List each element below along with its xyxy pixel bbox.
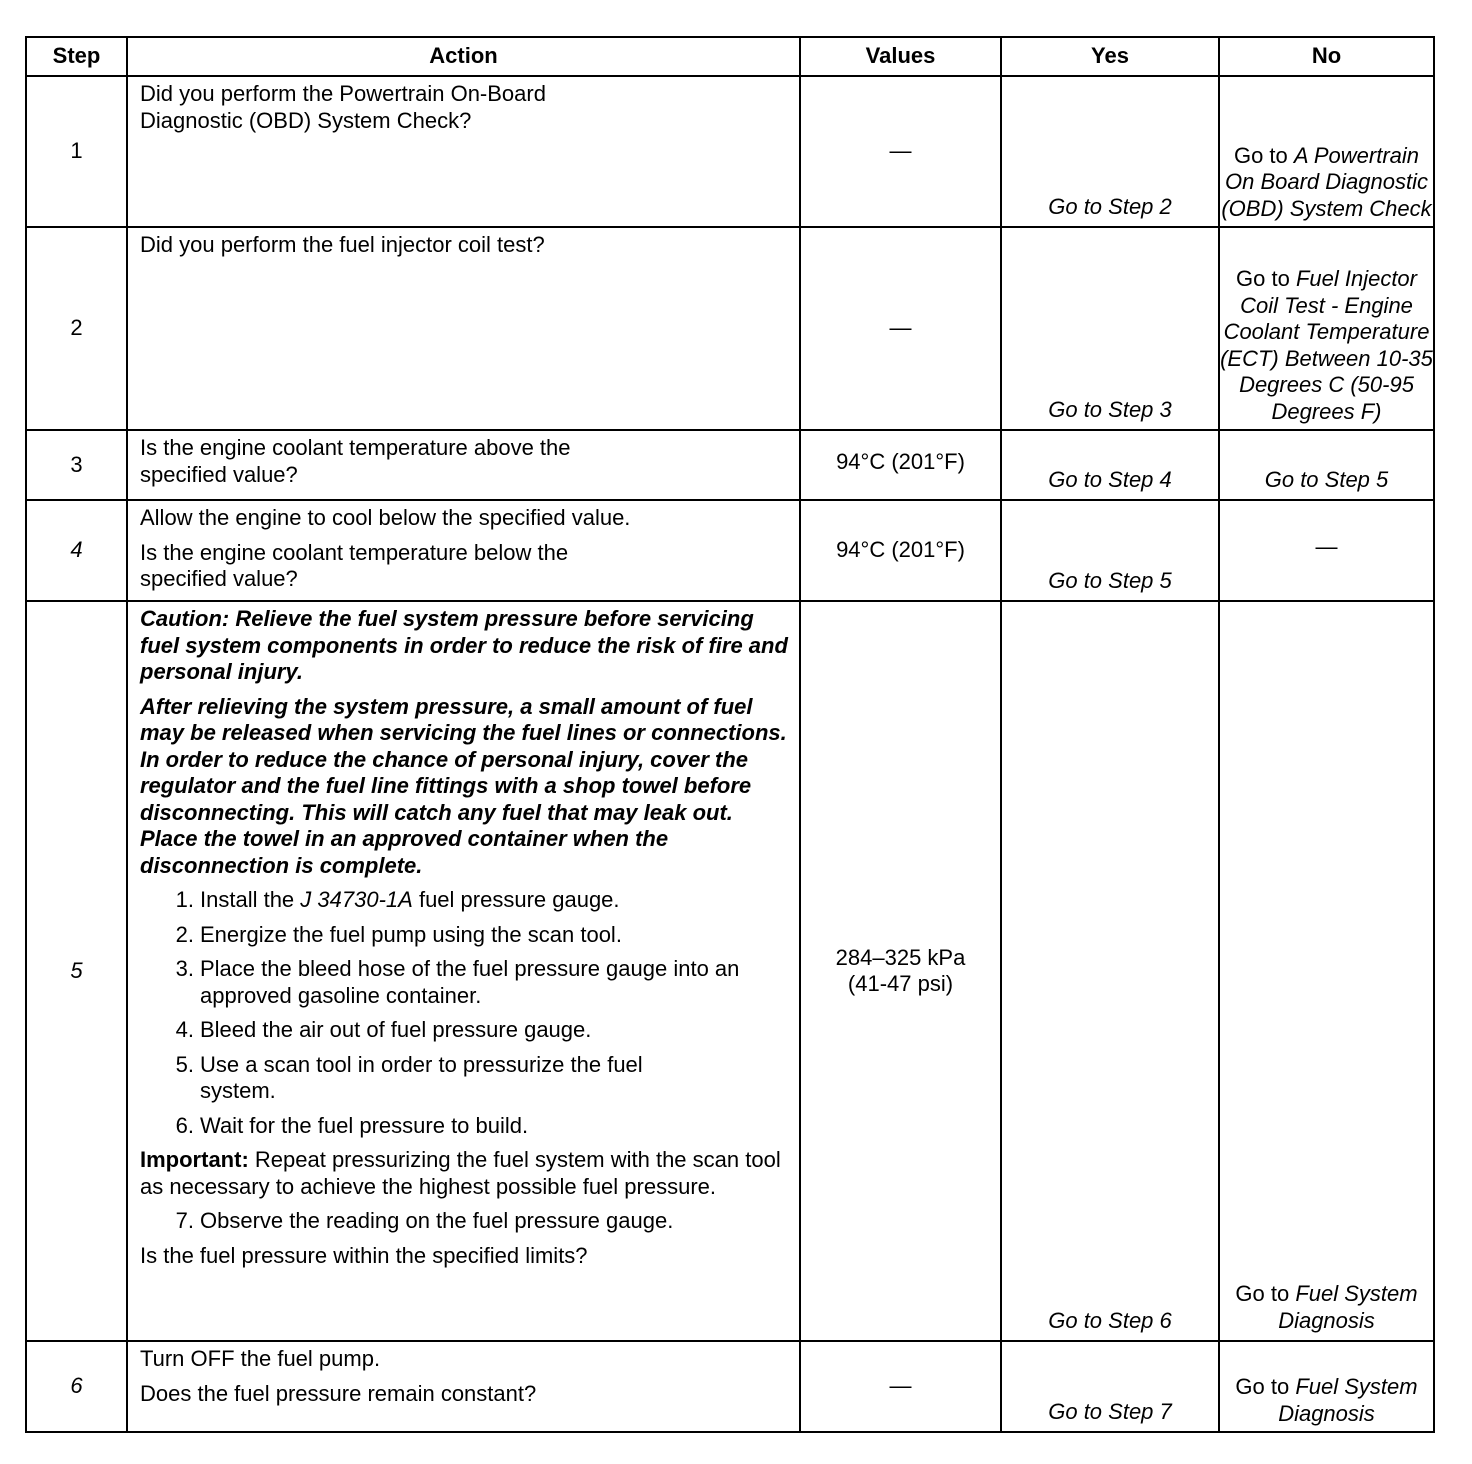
action-text: Allow the engine to cool below the specified value. <box>140 505 631 530</box>
list-number: 6. <box>175 1112 194 1138</box>
step-number: 1 <box>26 76 127 227</box>
header-row <box>26 37 1434 76</box>
table-row <box>26 500 1434 601</box>
action-text: Turn OFF the fuel pump. <box>140 1346 381 1371</box>
value-cell: — <box>800 227 1001 430</box>
no-link[interactable] <box>1219 601 1434 1341</box>
list-text: Observe the reading on the fuel pressure gauge. <box>200 1208 674 1233</box>
list-number: 7. <box>175 1208 194 1233</box>
important-label: Important: <box>140 1147 249 1172</box>
value-kpa: 284–325 kPa <box>835 944 966 970</box>
action-cell <box>127 500 800 601</box>
header-action: Action <box>127 37 800 76</box>
list-text: Install the <box>200 887 295 912</box>
no-link[interactable]: Go to Step 5 <box>1219 430 1434 500</box>
no-link-target[interactable]: A Powertrain On Board Diagnostic (OBD) System Check <box>1221 142 1432 221</box>
step-number: 2 <box>26 227 127 430</box>
action-cell <box>127 227 800 430</box>
list-text: Wait for the fuel pressure to build. <box>200 1112 529 1138</box>
action-text: Is the engine coolant temperature above the specified value? <box>140 435 571 487</box>
action-text: Did you perform the fuel injector coil test? <box>140 232 545 257</box>
action-cell <box>127 76 800 227</box>
no-link-prefix: Go to <box>1235 1281 1290 1306</box>
no-link: — <box>1219 500 1434 601</box>
list-item <box>140 922 789 949</box>
important-text: Repeat pressurizing the fuel system with the scan tool as necessary to achieve the highest possible fuel pressure. <box>140 1147 781 1199</box>
no-link-target[interactable]: Fuel Injector Coil Test - Engine Coolant Temperature (ECT) Between 10-35 Degrees C (50-95 Degrees F) <box>1220 266 1433 424</box>
value-psi: (41-47 psi) <box>847 971 954 996</box>
value-cell: 94°C (201°F) <box>800 430 1001 500</box>
action-text: Did you perform the Powertrain On-Board Diagnostic (OBD) System Check? <box>140 81 546 133</box>
action-question: Is the fuel pressure within the specified limits? <box>140 1242 588 1268</box>
table-row <box>26 1341 1434 1432</box>
table-row <box>26 227 1434 430</box>
list-number: 1. <box>175 887 194 912</box>
header-values: Values <box>800 37 1001 76</box>
caution-detail: After relieving the system pressure, a small amount of fuel may be released when servicing the fuel lines or connections. In order to reduce the chance of personal injury, cover the regulator and the fuel line fittings with a shop towel before disconnecting. This will catch any fuel that may leak out. Place the towel in an approved container when the disconnection is complete. <box>140 693 787 878</box>
list-text: Bleed the air out of fuel pressure gauge. <box>200 1017 592 1042</box>
procedure-list <box>140 1208 789 1235</box>
tool-reference[interactable]: J 34730-1A <box>300 887 413 912</box>
step-number: 5 <box>26 601 127 1341</box>
diagnostic-table <box>25 36 1435 1433</box>
value-cell: — <box>800 1341 1001 1432</box>
step-number: 6 <box>26 1341 127 1432</box>
no-link-target[interactable]: Fuel System Diagnosis <box>1278 1374 1418 1426</box>
list-text: Use a scan tool in order to pressurize the fuel system. <box>200 1051 643 1103</box>
caution-text: Caution: Relieve the fuel system pressure before servicing fuel system components in order to reduce the risk of fire and personal injury. <box>140 606 788 684</box>
yes-link[interactable]: Go to Step 2 <box>1001 76 1219 227</box>
action-question: Does the fuel pressure remain constant? <box>140 1380 537 1406</box>
value-cell: — <box>800 76 1001 227</box>
table-row <box>26 601 1434 1341</box>
no-link-target[interactable]: Fuel System Diagnosis <box>1278 1281 1418 1333</box>
yes-link[interactable]: Go to Step 5 <box>1001 500 1219 601</box>
no-link[interactable] <box>1219 227 1434 430</box>
no-link-prefix: Go to <box>1235 1374 1290 1399</box>
list-item <box>140 1052 789 1105</box>
no-link-prefix: Go to <box>1236 266 1290 291</box>
yes-link[interactable]: Go to Step 6 <box>1001 601 1219 1341</box>
action-cell <box>127 601 800 1341</box>
important-note <box>140 1147 789 1200</box>
list-text: Place the bleed hose of the fuel pressure gauge into an approved gasoline container. <box>200 956 740 1008</box>
list-item <box>140 1017 789 1044</box>
table-row <box>26 430 1434 500</box>
step-number: 4 <box>26 500 127 601</box>
action-question: Is the engine coolant temperature below the specified value? <box>140 539 569 591</box>
list-text: Energize the fuel pump using the scan tool. <box>200 921 622 947</box>
value-cell: 94°C (201°F) <box>800 500 1001 601</box>
yes-link[interactable]: Go to Step 3 <box>1001 227 1219 430</box>
action-cell <box>127 1341 800 1432</box>
header-no: No <box>1219 37 1434 76</box>
list-number: 5. <box>175 1051 194 1077</box>
list-item <box>140 956 789 1009</box>
list-item <box>140 1208 789 1235</box>
yes-link[interactable]: Go to Step 4 <box>1001 430 1219 500</box>
table-row <box>26 76 1434 227</box>
list-number: 3. <box>175 956 194 981</box>
value-cell <box>800 601 1001 1341</box>
list-item <box>140 887 789 914</box>
list-item <box>140 1113 789 1140</box>
list-number: 4. <box>175 1017 194 1042</box>
step-number: 3 <box>26 430 127 500</box>
no-link[interactable] <box>1219 1341 1434 1432</box>
action-cell <box>127 430 800 500</box>
header-step: Step <box>26 37 127 76</box>
yes-link[interactable]: Go to Step 7 <box>1001 1341 1219 1432</box>
no-link[interactable] <box>1219 76 1434 227</box>
no-link-prefix: Go to <box>1233 142 1288 168</box>
procedure-list <box>140 887 789 1139</box>
list-number: 2. <box>175 921 194 947</box>
header-yes: Yes <box>1001 37 1219 76</box>
list-text: fuel pressure gauge. <box>418 887 620 912</box>
